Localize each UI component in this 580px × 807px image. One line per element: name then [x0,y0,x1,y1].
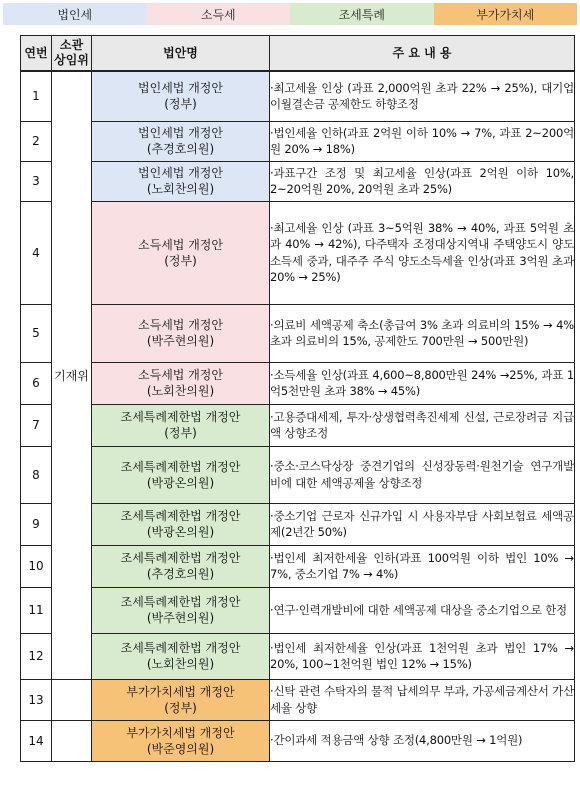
main-content-cell: ·법인세 최저한세율 인상(과표 1천억원 초과 법인 17% → 20%, 100~1천억원 법인 12% → 15%) [270,633,575,679]
table-body [21,71,575,761]
bill-name-cell [92,161,270,201]
bill-proposer: (노회찬의원) [146,182,215,196]
committee-cell-empty [52,720,92,761]
bill-name: 조세특례제한법 개정안 [120,551,241,565]
table-row [21,404,575,446]
row-number: 9 [21,503,52,545]
row-number: 5 [21,304,52,362]
bill-name: 소득세법 개정안 [138,318,223,332]
bill-proposer: (추경호의원) [146,142,215,156]
main-content-cell: ·의료비 세액공제 축소(총급여 3% 초과 의료비의 15% → 4% 초과 의료비의 15%, 공제한도 700만원 → 500만원) [270,304,575,362]
legend-corporate-tax [3,3,147,25]
row-number: 7 [21,404,52,446]
table-row [21,446,575,503]
bill-name-cell [92,720,270,761]
bill-proposer: (정부) [164,426,197,440]
row-number: 11 [21,587,52,633]
row-number: 8 [21,446,52,503]
row-number: 1 [21,71,52,121]
header-committee [52,36,92,72]
table-row [21,121,575,161]
bill-name-cell [92,121,270,161]
row-number: 2 [21,121,52,161]
legend-income-tax [147,3,291,25]
row-number: 14 [21,720,52,761]
bill-name-cell [92,304,270,362]
bill-name: 조세특례제한법 개정안 [120,509,241,523]
table-row [21,503,575,545]
bill-proposer: (박주현의원) [146,334,215,348]
bill-proposer: (추경호의원) [146,567,215,581]
bill-proposer: (정부) [164,253,197,268]
table-row [21,633,575,679]
bill-proposer: (박주현의원) [146,611,215,625]
header-no: 연번 [21,36,52,72]
table-row [21,71,575,121]
main-content-cell: ·중소기업 근로자 신규가입 시 사용자부담 사회보험료 세액공제(2년간 50%) [270,503,575,545]
bill-name-cell [92,71,270,121]
main-content-cell: ·법인세 최저한세율 인하(과표 100억원 이하 법인 10% → 7%, 중소기업 7% → 4%) [270,545,575,587]
legend-label: 소득세 [200,7,236,22]
row-number: 4 [21,201,52,304]
main-content-cell: ·과표구간 조정 및 최고세율 인상(과표 2억원 이하 10%, 2~20억원 20%, 20억원 초과 25%) [270,161,575,201]
bill-name: 법인세법 개정안 [138,126,223,140]
bill-name: 법인세법 개정안 [138,81,223,96]
row-number: 12 [21,633,52,679]
bill-name: 조세특례제한법 개정안 [120,641,241,655]
table-row [21,201,575,304]
bill-proposer: (박광온의원) [146,525,215,539]
bill-proposer: (노회찬의원) [146,657,215,671]
table-row [21,545,575,587]
bill-proposer: (정부) [164,700,197,715]
legend-vat [434,3,578,25]
main-content-cell: ·최고세율 인상 (과표 3~5억원 38% → 40%, 과표 5억원 초과 40% → 42%), 다주택자 조정대상지역내 주택양도시 양도소득세 중과, 대주주 주식 양도소득세율 인상(과표 3억원 초과 20% → 25%) [270,201,575,304]
bill-name-cell [92,545,270,587]
bill-proposer: (노회찬의원) [146,384,215,398]
bill-name: 조세특례제한법 개정안 [120,459,241,474]
bill-name-cell [92,201,270,304]
row-number: 13 [21,679,52,720]
bill-name-cell [92,446,270,503]
bill-proposer: (박준영의원) [146,741,215,756]
main-content-cell: ·연구·인력개발비에 대한 세액공제 대상을 중소기업으로 한정 [270,587,575,633]
bill-name: 소득세법 개정안 [138,368,223,382]
main-content-cell: ·소득세율 인상(과표 4,600~8,800만원 24% →25%, 과표 1억5천만원 초과 38% → 45%) [270,362,575,404]
committee-cell-empty [52,679,92,720]
bill-name-cell [92,679,270,720]
legend-label: 부가가치세 [476,7,535,22]
main-content-cell: ·최고세율 인상 (과표 2,000억원 초과 22% → 25%), 대기업 이월결손금 공제한도 하향조정 [270,71,575,121]
bill-name-cell [92,587,270,633]
bill-name: 부가가치세법 개정안 [126,684,235,699]
bill-name-cell [92,404,270,446]
main-content-cell: ·중소·코스닥상장 중견기업의 신성장동력·원천기술 연구개발비에 대한 세액공제율 상향조정 [270,446,575,503]
header-committee-line2: 상임위 [54,53,89,67]
bill-name-cell [92,633,270,679]
bill-name: 조세특례제한법 개정안 [120,410,241,424]
table-header-row [21,36,575,72]
header-committee-line1: 소관 [59,38,84,52]
bill-name: 소득세법 개정안 [138,237,223,252]
row-number: 3 [21,161,52,201]
bill-proposer: (정부) [164,97,197,112]
row-number: 6 [21,362,52,404]
committee-cell: 기재위 [52,71,92,679]
table-row [21,362,575,404]
bill-name: 조세특례제한법 개정안 [120,595,241,609]
bill-name: 법인세법 개정안 [138,166,223,180]
main-content-cell: ·신탁 관련 수탁자의 물적 납세의무 부과, 가공세금계산서 가산세율 상향 [270,679,575,720]
legend-tax-special [290,3,434,25]
table-row [21,161,575,201]
bill-name-cell [92,503,270,545]
main-content-cell: ·고용증대세제, 투자·상생협력촉진세제 신설, 근로장려금 지급액 상향조정 [270,404,575,446]
main-content-cell: ·법인세율 인하(과표 2억원 이하 10% → 7%, 과표 2~200억원 20% → 18%) [270,121,575,161]
tax-bills-table [20,35,575,762]
category-legend [3,3,577,25]
table-row [21,679,575,720]
bill-name-cell [92,362,270,404]
bill-proposer: (박광온의원) [146,475,215,490]
legend-label: 법인세 [57,7,93,22]
main-content-cell: ·간이과세 적용금액 상향 조정(4,800만원 → 1억원) [270,720,575,761]
header-content: 주 요 내 용 [270,36,575,72]
bill-name: 부가가치세법 개정안 [126,725,235,740]
legend-label: 조세특례 [338,7,385,22]
header-bill: 법안명 [92,36,270,72]
table-row [21,587,575,633]
row-number: 10 [21,545,52,587]
table-row [21,304,575,362]
table-row [21,720,575,761]
